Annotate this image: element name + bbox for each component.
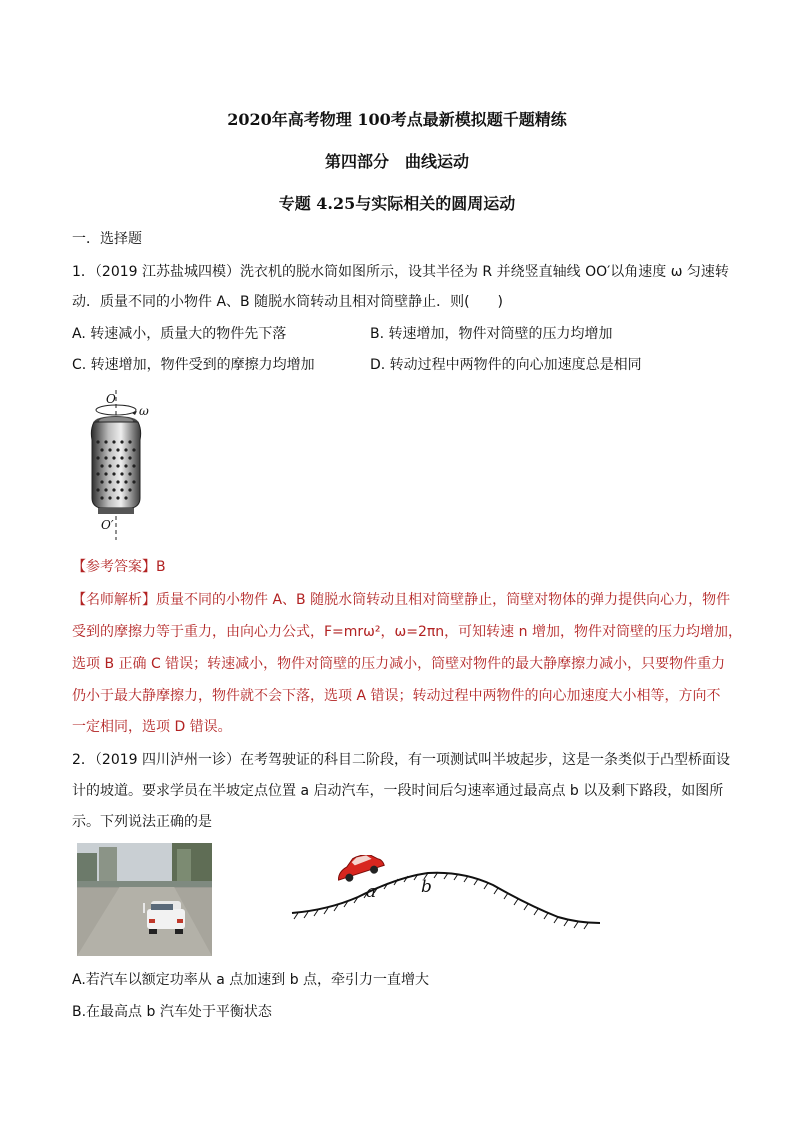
hill-label-b: b (421, 877, 432, 897)
part-title: 第四部分 曲线运动 (324, 152, 469, 171)
q2-option-b: B.在最高点 b 汽车处于平衡状态 (72, 1004, 272, 1020)
q1-stem-line1: 1．（2019 江苏盐城四模）洗衣机的脱水筒如图所示，设其半径为 R 并绕竖直轴线 OO′以角速度 ω 匀速转 (72, 264, 729, 280)
fig-label-o: O (106, 392, 116, 406)
q1-option-d: D. 转动过程中两物件的向心加速度总是相同 (370, 357, 642, 373)
q1-analysis-line5: 一定相同，选项 D 错误。 (72, 719, 232, 735)
doc-title: 2020年高考物理 100考点最新模拟题千题精练 (227, 110, 567, 129)
answer-label: 【参考答案】 (72, 559, 156, 575)
q1-analysis-line3: 选项 B 正确 C 错误；转速减小，物件对筒壁的压力减小，筒壁对物件的最大静摩擦力减小，只要物件重力 (72, 656, 726, 672)
fig-label-omega: ω (139, 404, 149, 418)
q1-option-c: C. 转速增加，物件受到的摩擦力均增加 (72, 357, 315, 373)
hill-label-a: a (366, 882, 377, 902)
topic-title: 专题 4.25与实际相关的圆周运动 (278, 194, 516, 213)
q1-option-b: B. 转速增加，物件对筒壁的压力均增加 (370, 326, 613, 342)
q1-option-a: A. 转速减小，质量大的物件先下落 (72, 326, 287, 342)
q2-stem-line2: 计的坡道。要求学员在半坡定点位置 a 启动汽车，一段时间后匀速率通过最高点 b 以及剩下路段，如图所 (72, 783, 724, 799)
fig-label-o-prime: O′ (101, 518, 114, 532)
spin-dryer-figure (82, 390, 162, 540)
q2-stem-line1: 2．（2019 四川泸州一诊）在考驾驶证的科目二阶段，有一项测试叫半坡起步，这是一条类似于凸型桥面设 (72, 752, 730, 768)
slope-photo (77, 843, 212, 956)
q1-analysis-line1 (72, 590, 730, 610)
answer-value: B (156, 559, 166, 575)
hill-diagram (288, 855, 608, 930)
q2-stem-line3: 示。下列说法正确的是 (72, 814, 212, 830)
q2-option-a: A.若汽车以额定功率从 a 点加速到 b 点，牵引力一直增大 (72, 972, 430, 988)
q1-analysis-line4: 仍小于最大静摩擦力，物件就不会下落，选项 A 错误；转动过程中两物件的向心加速度大小相等，方向不 (72, 688, 721, 704)
analysis-text1: 质量不同的小物件 A、B 随脱水筒转动且相对筒壁静止，筒壁对物体的弹力提供向心力，物件 (156, 592, 731, 608)
q1-analysis-line2: 受到的摩擦力等于重力，由向心力公式，F=mrω²，ω=2πn，可知转速 n 增加，物件对筒壁的压力均增加， (72, 624, 742, 640)
section-heading: 一．选择题 (72, 231, 142, 247)
analysis-label: 【名师解析】 (72, 592, 156, 608)
q1-stem-line2: 动．质量不同的小物件 A、B 随脱水筒转动且相对筒壁静止．则( ) (72, 294, 504, 310)
red-car-icon (333, 855, 385, 885)
q1-answer (72, 557, 166, 577)
